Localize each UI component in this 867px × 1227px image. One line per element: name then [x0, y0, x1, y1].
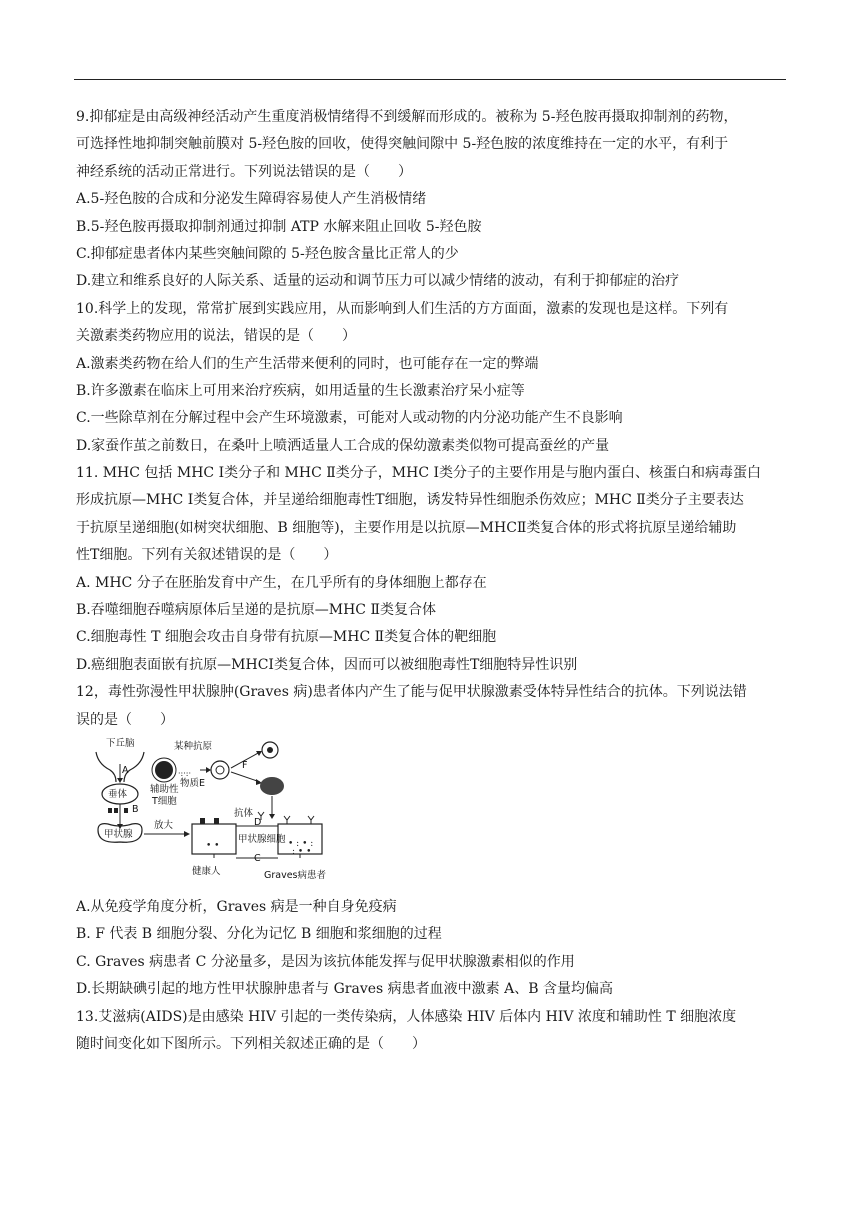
option-b: B. F 代表 B 细胞分裂、分化为记忆 B 细胞和浆细胞的过程 [76, 926, 442, 943]
question-stem: 13.艾滋病(AIDS)是由感染 HIV 引起的一类传染病，人体感染 HIV 后体内 HIV 浓度和辅助性 T 细胞浓度 [76, 1008, 737, 1025]
question-stem: 关激素类药物应用的说法，错误的是（ ） [76, 328, 356, 345]
option-c: C.抑郁症患者体内某些突触间隙的 5-羟色胺含量比正常人的少 [76, 245, 459, 262]
question-stem: 于抗原呈递细胞(如树突状细胞、B 细胞等)，主要作用是以抗原—MHCⅡ类复合体的形式将抗原呈递给辅助 [76, 519, 737, 536]
question-stem: 9.抑郁症是由高级神经活动产生重度消极情绪得不到缓解而形成的。被称为 5-羟色胺再摄取抑制剂的药物， [76, 109, 738, 125]
question-stem: 性T细胞。下列有关叙述错误的是（ ） [76, 547, 338, 564]
question-13 [76, 1004, 784, 1059]
question-stem: 误的是（ ） [76, 711, 174, 728]
graves-disease-diagram [88, 738, 328, 888]
thyroid-cell-label: 甲状腺细胞 [238, 833, 286, 845]
question-stem: 11. MHC 包括 MHC Ⅰ类分子和 MHC Ⅱ类分子，MHC Ⅰ类分子的主要作用是与胞内蛋白、核蛋白和病毒蛋白 [76, 465, 762, 482]
option-d: D.长期缺碘引起的地方性甲状腺肿患者与 Graves 病患者血液中激素 A、B 含量均偏高 [76, 981, 613, 998]
option-c: C.细胞毒性 T 细胞会攻击自身带有抗原—MHC Ⅱ类复合体的靶细胞 [76, 629, 497, 646]
arrow-a-label: A [122, 764, 129, 776]
substance-e-label: 物质E [180, 777, 206, 789]
option-d: D.家蚕作茧之前数日，在桑叶上喷洒适量人工合成的保幼激素类似物可提高蚕丝的产量 [76, 437, 610, 454]
helper-t-cell-label: T细胞 [152, 795, 177, 807]
svg-text:·:·:·: ·:·:· [178, 768, 192, 778]
arrow-f-label: F [242, 759, 248, 771]
option-c: C.一些除草剂在分解过程中会产生环境激素，可能对人或动物的内分泌功能产生不良影响 [76, 410, 623, 427]
option-c: C. Graves 病患者 C 分泌量多，是因为该抗体能发挥与促甲状腺激素相似的作用 [76, 953, 575, 970]
pituitary-label: 垂体 [108, 788, 128, 800]
hypothalamus-label: 下丘脑 [106, 737, 135, 749]
antibody-label: 抗体 [234, 807, 254, 819]
question-stem: 12，毒性弥漫性甲状腺肿(Graves 病)患者体内产生了能与促甲状腺激素受体特异性结合的抗体。下列说法错 [76, 684, 747, 701]
option-a: A.5-羟色胺的合成和分泌发生障碍容易使人产生消极情绪 [76, 191, 427, 208]
question-stem: 神经系统的活动正常进行。下列说法错误的是（ ） [76, 163, 412, 180]
svg-text:: • •: : • • [292, 846, 312, 857]
option-a: A. MHC 分子在胚胎发育中产生，在几乎所有的身体细胞上都存在 [76, 574, 487, 591]
option-b: B.吞噬细胞吞噬病原体后呈递的是抗原—MHC Ⅱ类复合体 [76, 602, 436, 619]
header-rule [74, 79, 786, 80]
option-a: A.从免疫学角度分析，Graves 病是一种自身免疫病 [76, 898, 397, 915]
antigen-label: 某种抗原 [174, 740, 213, 752]
svg-text:• •: • • [206, 840, 220, 851]
question-stem: 形成抗原—MHC Ⅰ类复合体，并呈递给细胞毒性T细胞，诱发特异性细胞杀伤效应；MHC Ⅱ类分子主要表达 [76, 492, 744, 509]
option-a: A.激素类药物在给人们的生产生活带来便利的同时，也可能存在一定的弊端 [76, 355, 539, 372]
exam-page [76, 104, 784, 1058]
option-d: D.建立和维系良好的人际关系、适量的运动和调节压力可以减少情绪的波动，有利于抑郁症的治疗 [76, 273, 680, 290]
arrow-b-label: B [132, 803, 139, 815]
question-stem: 10.科学上的发现，常常扩展到实践应用，从而影响到人们生活的方方面面，激素的发现也是这样。下列有 [76, 300, 729, 317]
graves-patient-label: Graves病患者 [264, 869, 327, 881]
thyroid-label: 甲状腺 [104, 828, 133, 840]
question-11 [76, 460, 784, 679]
option-b: B.许多激素在临床上可用来治疗疾病，如用适量的生长激素治疗呆小症等 [76, 382, 525, 399]
healthy-person-label: 健康人 [192, 865, 221, 877]
question-stem: 可选择性地抑制突触前膜对 5-羟色胺的回收，使得突触间隙中 5-羟色胺的浓度维持在一定的水平，有利于 [76, 136, 729, 153]
helper-t-label: 辅助性 [150, 783, 179, 795]
arrow-c-label: C [254, 852, 261, 864]
question-10 [76, 296, 784, 460]
question-stem: 随时间变化如下图所示。下列相关叙述正确的是（ ） [76, 1035, 426, 1052]
option-d: D.癌细胞表面嵌有抗原—MHCⅠ类复合体，因而可以被细胞毒性T细胞特异性识别 [76, 656, 578, 673]
amplify-label: 放大 [154, 819, 174, 831]
svg-text:• : • :: • : • : [288, 838, 314, 849]
question-12 [76, 679, 784, 1003]
option-b: B.5-羟色胺再摄取抑制剂通过抑制 ATP 水解来阻止回收 5-羟色胺 [76, 218, 482, 235]
arrow-d-label: D [254, 816, 262, 828]
question-9 [76, 104, 784, 296]
